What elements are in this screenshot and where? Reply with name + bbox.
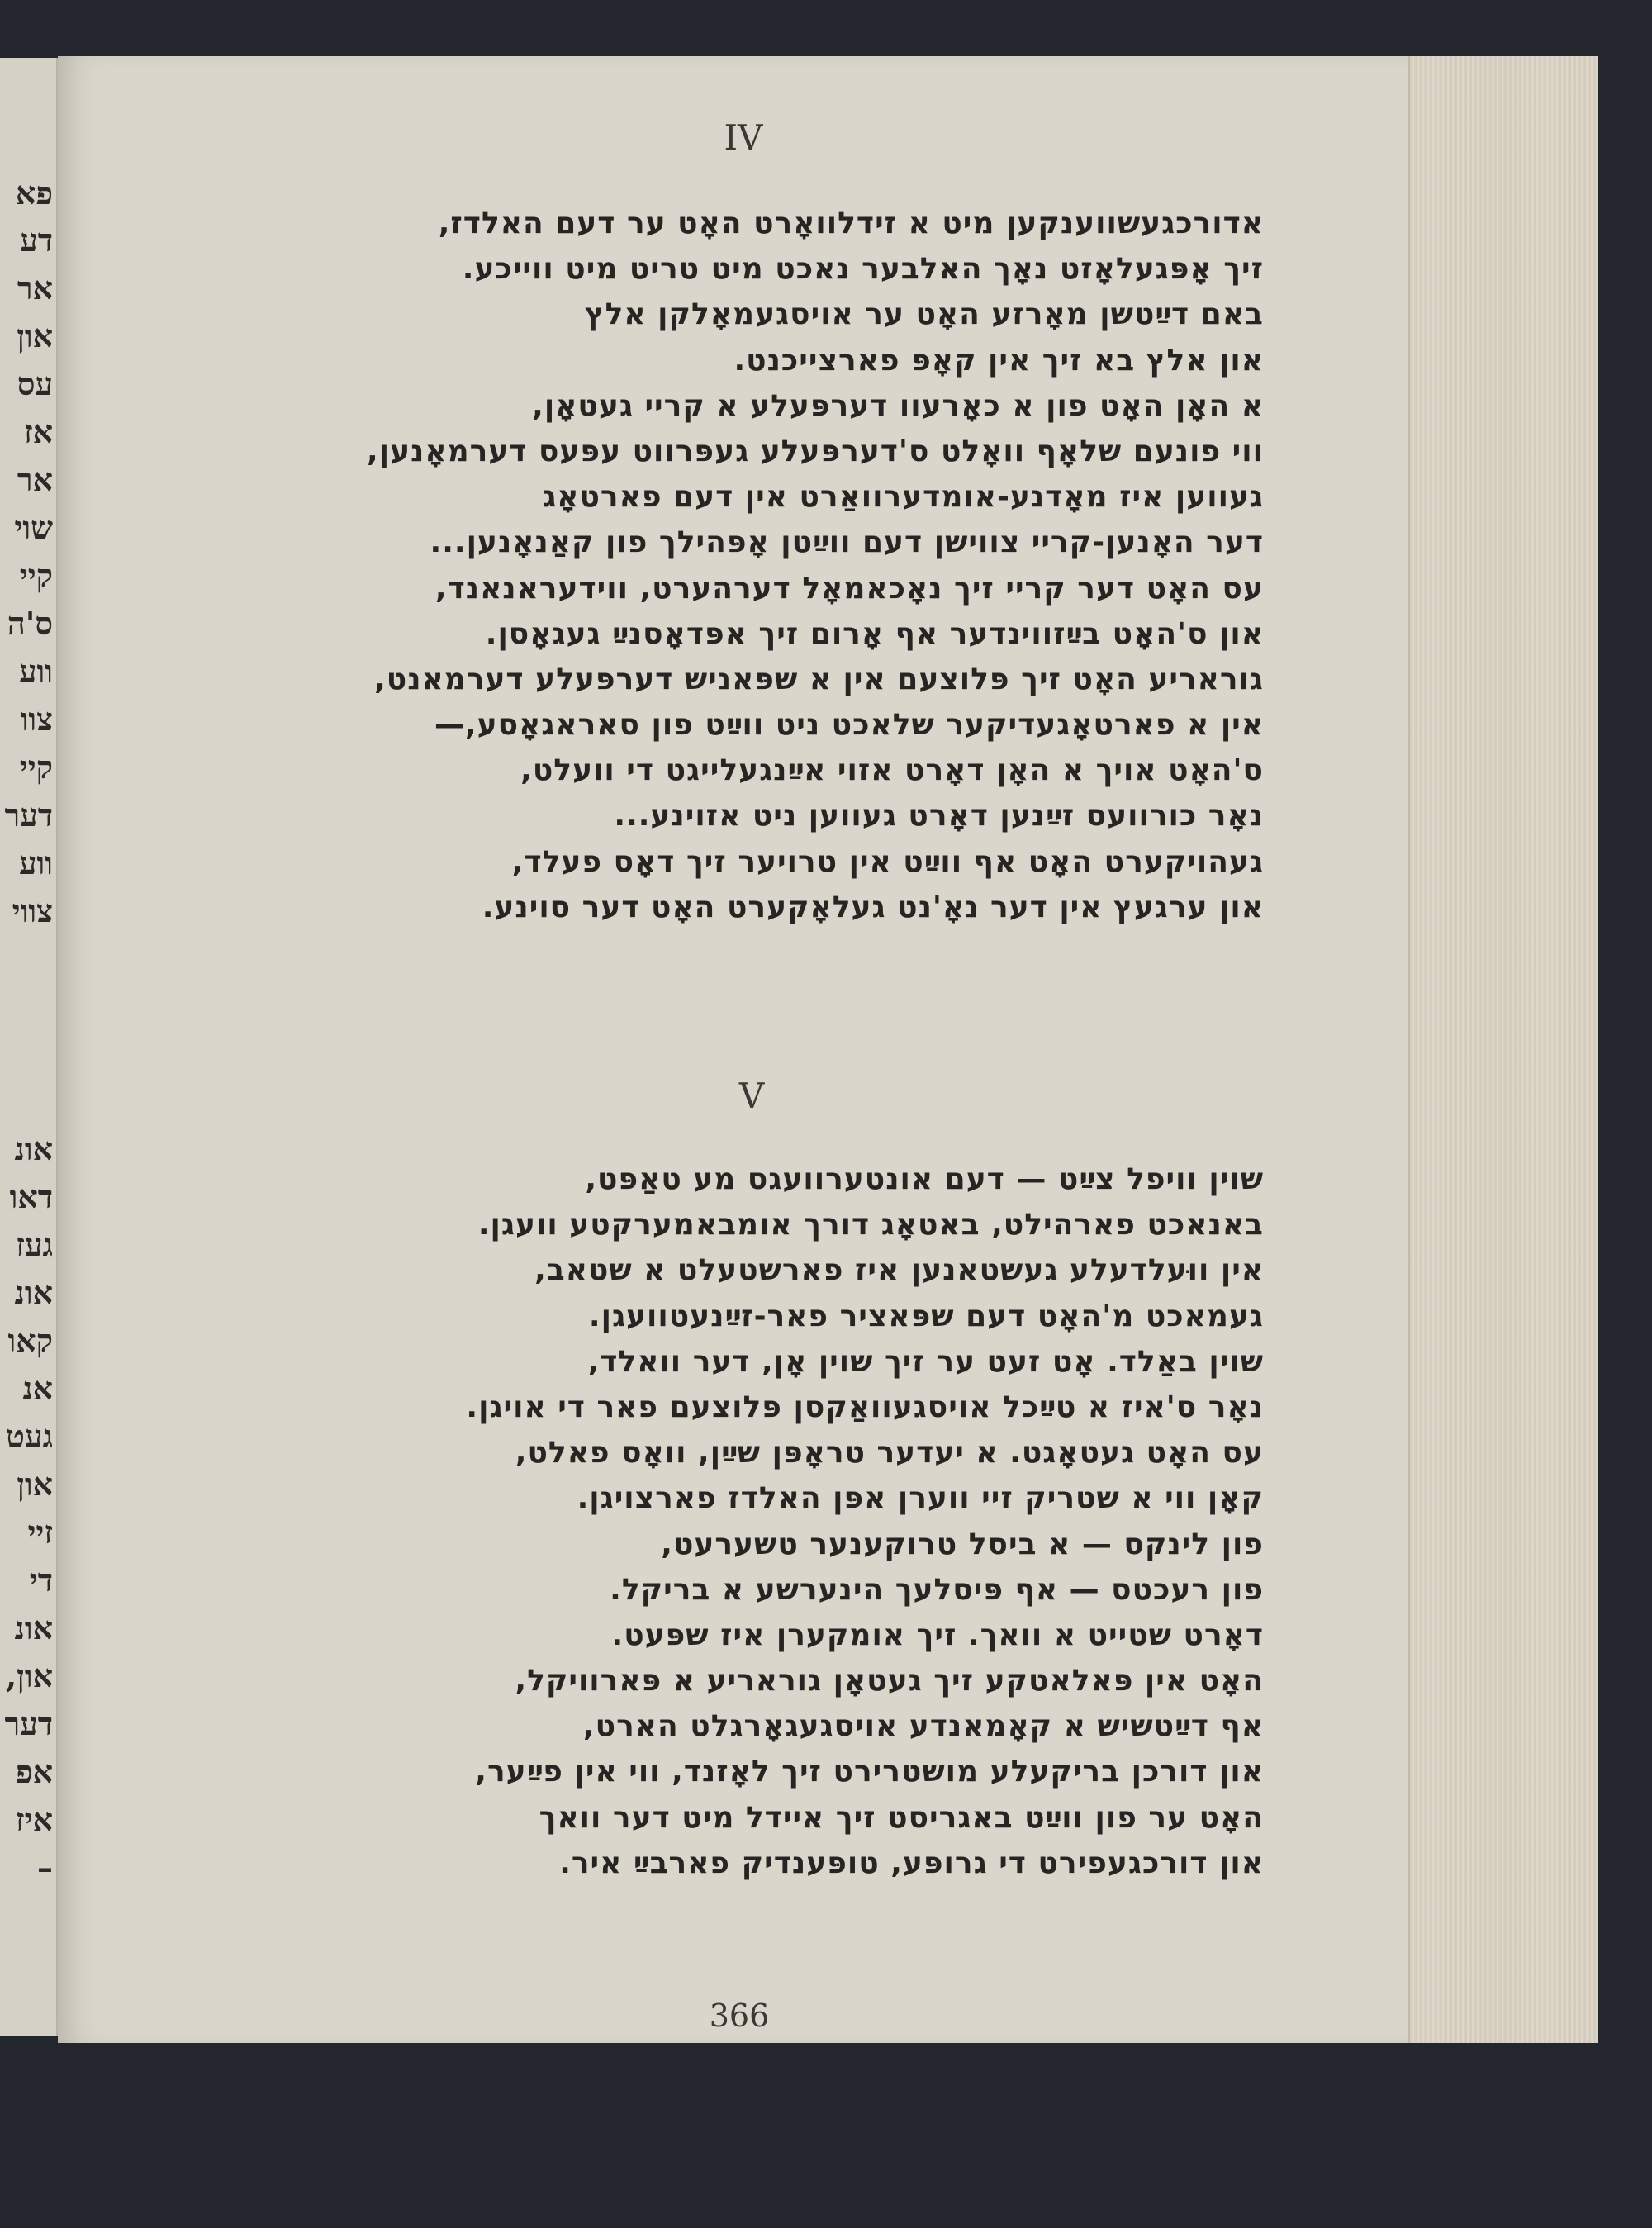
left-page-fragment: און, <box>5 1657 53 1694</box>
left-page-fragment: איז <box>16 1801 53 1838</box>
verse-line: אדורכגעשווענקען מיט א זידלוואָרט האָט ער דעם האלדז, <box>438 207 1264 240</box>
verse-line: פון רעכטס — אף פּיסלעך הינערשע א בריקל. <box>610 1572 1264 1607</box>
left-page-fragment: ווע <box>19 844 53 881</box>
verse-line: גוראריע האָט זיך פּלוצעם אין א שפּאניש דערפּעלע דערמאנט, <box>374 662 1264 696</box>
left-page-fragment: – <box>37 1849 53 1886</box>
verse-line: ווי פונעם שלאָף וואָלט ס'דערפּעלע געפּרווט עפּעס דערמאָנען, <box>367 434 1264 468</box>
verse-line: און ס'האָט בײַזווינדער אף אָרום זיך אפּדאָסנײַ געגאָסן. <box>485 616 1264 651</box>
verse-line: און ערגעץ אין דער נאָ'נט געלאָקערט האָט דער סוינע. <box>482 890 1264 924</box>
page-edges <box>1408 56 1598 2043</box>
verse-line: שוין וויפל צײַט — דעם אונטערוועגס מע טאַפּט, <box>585 1162 1264 1196</box>
verse-line: אף דײַטשיש א קאָמאנדע אויסגעגאָרגלט הארט, <box>582 1709 1264 1744</box>
left-page-fragment: דער <box>4 796 53 834</box>
section-numeral-iv: IV <box>724 117 763 158</box>
left-page-fragment: צוו <box>20 701 53 738</box>
verse-line: שוין באַלד. אָט זעט ער זיך שוין אָן, דער וואלד, <box>587 1344 1264 1379</box>
verse-line: געמאכט מ'האָט דעם שפּאציר פאר-זײַנעטוועגן. <box>588 1299 1264 1333</box>
left-page-fragment: קיי <box>19 748 53 786</box>
verse-line: געווען איז מאָדנע-אומדערוואַרט אין דעם פארטאָג <box>543 480 1264 515</box>
left-page-fragment: צווי <box>12 892 53 929</box>
left-page-fragment: דע <box>20 221 53 259</box>
verse-line: געהויקערט האָט אף ווײַט אין טרויער זיך דאָס פעלד, <box>511 844 1264 879</box>
left-page-fragment: דאו <box>9 1178 53 1215</box>
left-page-fragment: געט <box>6 1418 53 1455</box>
left-page-fragment: אנ <box>22 1370 53 1407</box>
left-page-fragment: און <box>17 317 53 354</box>
verse-line: און דורכן בריקעלע מושטרירט זיך לאָזנד, ווי אין פײַער, <box>475 1755 1264 1789</box>
verse-line: קאָן ווי א שטריק זיי ווערן אפּן האלדז פארצויגן. <box>577 1481 1264 1516</box>
left-page-fragment: עס <box>17 365 53 402</box>
section-numeral-v: V <box>738 1076 765 1116</box>
left-page-fragment: ווע <box>19 653 53 690</box>
left-page-fragment: אז <box>24 413 53 450</box>
left-page-fragment: אונ <box>14 1130 53 1167</box>
left-page-fragment: אונ <box>14 1274 53 1311</box>
section-v-text <box>206 1157 1264 1886</box>
verse-line: אין ווּעלדעלע געשטאנען איז פארשטעלט א שטאב, <box>534 1253 1264 1288</box>
left-page-fragment: אפ <box>15 1753 53 1790</box>
left-page-fragment: און <box>17 1466 53 1503</box>
verse-line: דער האָנען-קריי צווישן דעם ווײַטן אָפּהילך פון קאַנאָנען... <box>430 525 1264 560</box>
left-page-fragment: אונ <box>14 1609 53 1646</box>
verse-line: אין א פארטאָגעדיקער שלאכט ניט ווײַט פון סאראגאָסע,— <box>434 708 1264 743</box>
verse-line: ס'האָט אויך א האָן דאָרט אזוי אײַנגעלייגט די וועלט, <box>520 753 1264 788</box>
verse-line: פון לינקס — א ביסל טרוקענער טשערעט, <box>661 1527 1264 1561</box>
left-page-fragment: די <box>29 1561 53 1599</box>
verse-line: באם דײַטשן מאָרזע האָט ער אויסגעמאָלקן אלץ <box>584 297 1264 332</box>
previous-page-edge <box>0 58 59 2036</box>
verse-line: עס האָט דער קריי זיך נאָכאמאָל דערהערט, ווידעראנאנד, <box>434 571 1264 606</box>
left-page-fragment: שוי <box>14 509 53 546</box>
left-page-fragment: קיי <box>19 557 53 594</box>
verse-line: נאָר כורוועס זײַנען דאָרט געווען ניט אזוינע... <box>614 799 1264 834</box>
left-page-fragment: אר <box>17 269 53 306</box>
left-page-fragment: פא <box>15 174 53 211</box>
left-page-fragment: זיי <box>27 1513 53 1551</box>
left-page-fragment: ס'ה <box>7 605 53 642</box>
verse-line: און דורכגעפירט די גרופּע, טופּענדיק פארבײַ איר. <box>559 1846 1264 1880</box>
left-page-fragment: אר <box>17 461 53 498</box>
verse-line: א האָן האָט פון א כאָרעוו דערפּעלע א קריי געטאָן, <box>532 388 1264 423</box>
verse-line: עס האָט געטאָגט. א יעדער טראָפּן שײַן, וואָס פאלט, <box>515 1436 1264 1470</box>
verse-line: האָט ער פון ווײַט באגריסט זיך איידל מיט דער וואך <box>539 1800 1264 1835</box>
verse-line: און אלץ בא זיך אין קאָפּ פארצייכנט. <box>733 343 1264 378</box>
left-page-fragment: דער <box>4 1705 53 1742</box>
verse-line: באנאכט פארהילט, באטאָג דורך אומבאמערקטע וועגן. <box>477 1208 1264 1242</box>
left-page-fragment: קאו <box>7 1322 53 1359</box>
verse-line: דאָרט שטייט א וואך. זיך אומקערן איז שפּעט. <box>611 1618 1264 1652</box>
verse-line: האָט אין פּאלאטקע זיך געטאָן גוראריע א פּארוויקל, <box>515 1664 1264 1698</box>
verse-line: זיך אָפּגעלאָזט נאָך האלבער נאכט מיט טריט מיט ווייכע. <box>462 252 1264 287</box>
left-page-fragment: געז <box>16 1226 53 1263</box>
verse-line: נאָר ס'איז א טײַכל אויסגעוואַקסן פּלוצעם פאר די אויגן. <box>466 1390 1264 1424</box>
section-iv-text <box>206 201 1264 930</box>
page-number: 366 <box>709 1998 770 2034</box>
